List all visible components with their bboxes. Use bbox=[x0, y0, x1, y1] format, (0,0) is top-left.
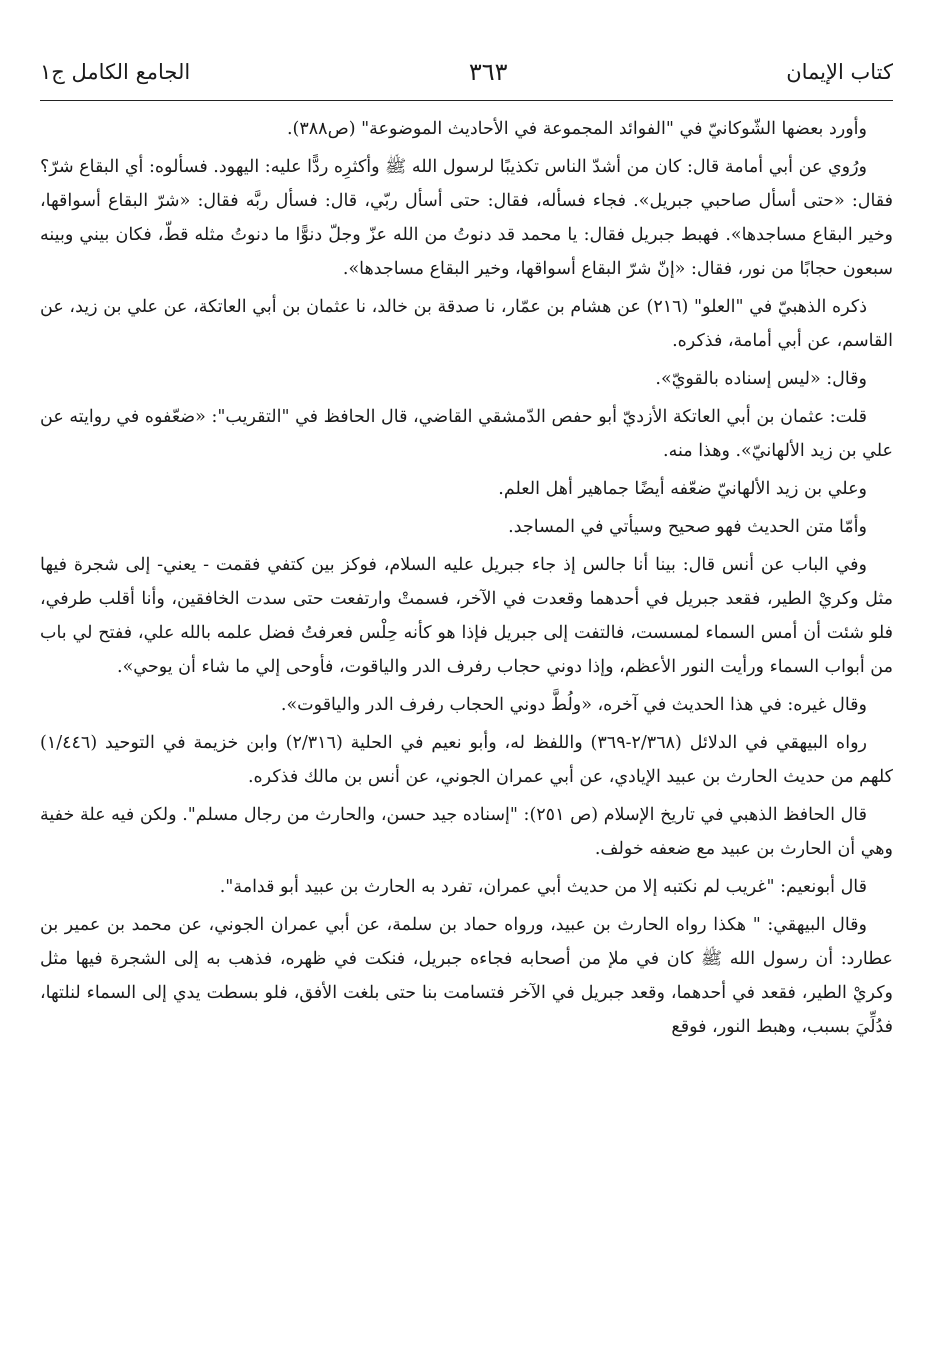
paragraph: وقال: «ليس إسناده بالقويّ». bbox=[655, 369, 867, 389]
collection-title: الجامع الكامل ج١ bbox=[40, 60, 191, 84]
page-header bbox=[40, 48, 893, 96]
page-number: ٣٦٣ bbox=[468, 58, 508, 86]
paragraph: وقال غيره: في هذا الحديث في آخره، «ولُطَّ دوني الحجاب رفرف الدر والياقوت». bbox=[280, 695, 867, 715]
paragraph: وفي الباب عن أنس قال: بينا أنا جالس إذ جاء جبريل عليه السلام، فوكز بين كتفي فقمت - يعني- إلى شجرة فيها مثل وكريْ الطير، فقعد جبريل في أحدهما وقعدت في الآخر، فسمتْ وارتفعت حتى سدت الخافقين، وأنا أقلب طرفي، فلو شئت أن أمس السماء لمسست، فالتفت إلى جبريل فإذا هو كأنه حِلْس فعرفتُ فضل علمه بالله علي، ففتح لي باب من أبواب السماء ورأيت النور الأعظم، وإذا دوني حجاب رفرف الدر والياقوت، فأوحى إلي ما شاء أن يوحي». bbox=[40, 555, 893, 677]
paragraph: قال أبونعيم: "غريب لم نكتبه إلا من حديث أبي عمران، تفرد به الحارث بن عبيد أبو قدامة". bbox=[219, 877, 867, 897]
paragraph: وأمّا متن الحديث فهو صحيح وسيأتي في المساجد. bbox=[508, 517, 867, 537]
paragraph: قلت: عثمان بن أبي العاتكة الأزديّ أبو حفص الدّمشقي القاضي، قال الحافظ في "التقريب": «ضعّفوه في روايته عن علي بن زيد الألهانيّ». وهذا منه. bbox=[40, 407, 893, 461]
paragraph: وأورد بعضها الشّوكانيّ في "الفوائد المجموعة في الأحاديث الموضوعة" (ص٣٨٨). bbox=[286, 119, 867, 139]
paragraph: ورُوي عن أبي أمامة قال: كان من أشدّ الناس تكذيبًا لرسول الله ﷺ وأكثرِه ردًّا عليه: اليهود. فسألوه: أي البقاع شرّ؟ فقال: «حتى أسأل صاحبي جبريل». فجاء فسأله، فقال: حتى أسأل ربّي، قال: فسأل ربَّه فقال: «شرّ البقاع أسواقها، وخير البقاع مساجدها». فهبط جبريل فقال: يا محمد قد دنوتُ من الله عزّ وجلّ دنوًّا ما دنوتُ مثله قطّ، فكان بيني وبينه سبعون حجابًا من نور، فقال: «إنّ شرّ البقاع أسواقها، وخير البقاع مساجدها». bbox=[40, 157, 893, 279]
paragraph: وقال البيهقي: " هكذا رواه الحارث بن عبيد، ورواه حماد بن سلمة، عن أبي عمران الجوني، عن محمد بن عمير بن عطارد: أن رسول الله ﷺ كان في ملإ من أصحابه فجاءه جبريل، فنكت في ظهره، فذهب به إلى الشجرة فيها مثل وكريْ الطير، فقعد في أحدهما، وقعد جبريل في الآخر فتسامت بنا حتى بلغت الأفق، فلو بسطت يدي إلى السماء لنلتها، فدُلِّيَ بسبب، وهبط النور، فوقع bbox=[40, 915, 893, 1037]
paragraph: رواه البيهقي في الدلائل (٢/٣٦٨-٣٦٩) واللفظ له، وأبو نعيم في الحلية (٢/٣١٦) وابن خزيمة في التوحيد (١/٤٤٦) كلهم من حديث الحارث بن عبيد الإيادي، عن أبي عمران الجوني، عن أنس بن مالك فذكره. bbox=[40, 733, 893, 787]
paragraph: وعلي بن زيد الألهانيّ ضعّفه أيضًا جماهير أهل العلم. bbox=[498, 479, 867, 499]
paragraph: قال الحافظ الذهبي في تاريخ الإسلام (ص ٢٥١): "إسناده جيد حسن، والحارث من رجال مسلم". ولكن فيه علة خفية وهي أن الحارث بن عبيد مع ضعفه خولف. bbox=[40, 805, 893, 859]
book-title: كتاب الإيمان bbox=[786, 60, 893, 84]
page-body bbox=[40, 112, 893, 1048]
paragraph: ذكره الذهبيّ في "العلو" (٢١٦) عن هشام بن عمّار، نا صدقة بن خالد، نا عثمان بن أبي العاتكة، عن علي بن زيد، عن القاسم، عن أبي أمامة، فذكره. bbox=[40, 297, 893, 351]
header-rule bbox=[40, 100, 893, 101]
